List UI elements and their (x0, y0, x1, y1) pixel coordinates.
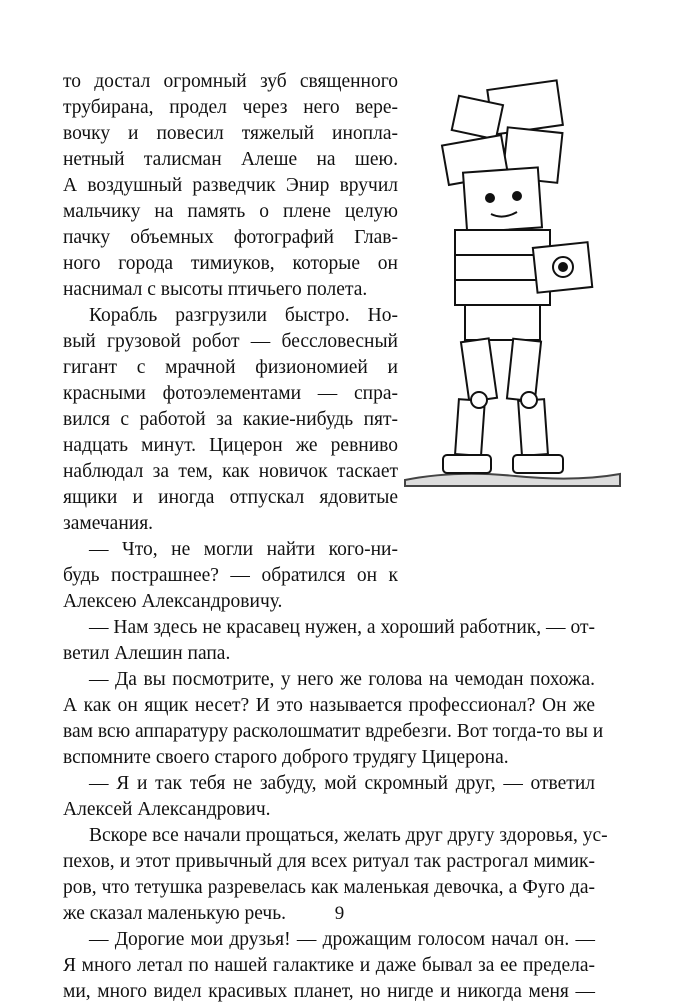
text-line: — Дорогие мои друзья! — дрожащим голосом начал он. — (89, 929, 595, 950)
text-line: Я много летал по нашей галактике и даже бывал за ее предела- (63, 955, 595, 976)
text-line: пехов, и этот привычный для всех ритуал так растрогал мимик- (63, 851, 595, 872)
page-number: 9 (334, 903, 345, 924)
text-line: вый грузовой робот — бессловесный (63, 331, 398, 352)
text-line: Корабль разгрузили быстро. Но- (89, 305, 398, 326)
text-line: пачку объемных фотографий Глав- (63, 227, 398, 248)
text-line: Вскоре все начали прощаться, желать друг другу здоровья, ус- (89, 825, 608, 846)
text-line: — Да вы посмотрите, у него же голова на чемодан похожа. (89, 669, 595, 690)
text-line: — Я и так тебя не забуду, мой скромный друг, — ответил (89, 773, 595, 794)
text-line: надцать минут. Цицерон же ревниво (63, 435, 398, 456)
text-line: красными фотоэлементами — спра- (63, 383, 398, 404)
text-line: мальчику на память о плене целую (63, 201, 398, 222)
text-line: ми, много видел красивых планет, но нигде и никогда меня — (63, 981, 595, 1002)
text-line: замечания. (63, 513, 154, 534)
text-line: ного города тимиуков, которые он (63, 253, 398, 274)
text-line: ящики и иногда отпускал ядовитые (63, 487, 398, 508)
text-line: — Нам здесь не красавец нужен, а хороший работник, — от- (89, 617, 595, 638)
text-line: Алексею Александровичу. (63, 591, 283, 612)
text-line: ветил Алешин папа. (63, 643, 231, 664)
text-line: А воздушный разведчик Энир вручил (63, 175, 398, 196)
text-line: гигант с мрачной физиономией и (63, 357, 398, 378)
text-line: наблюдал за тем, как новичок таскает (63, 461, 398, 482)
text-line: вам всю аппаратуру расколошматит вдребезги. Вот тогда-то вы и (63, 721, 604, 742)
text-line: вспомните своего старого доброго трудягу Цицерона. (63, 747, 509, 768)
robot-illustration (395, 70, 625, 500)
text-line: будь пострашнее? — обратился он к (63, 565, 398, 586)
text-line: нетный талисман Алеше на шею. (63, 149, 398, 170)
text-line: — Что, не могли найти кого-ни- (89, 539, 398, 560)
text-line: то достал огромный зуб священного (63, 71, 398, 92)
text-line: наснимал с высоты птичьего полета. (63, 279, 368, 300)
text-line: А как он ящик несет? И это называется профессионал? Он же (63, 695, 595, 716)
text-line: вился с работой за какие-нибудь пят- (63, 409, 398, 430)
text-line: трубирана, продел через него вере- (63, 97, 398, 118)
text-line: Алексей Александрович. (63, 799, 271, 820)
text-line: ров, что тетушка разревелась как маленькая девочка, а Фуго да- (63, 877, 595, 898)
text-line: вочку и повесил тяжелый инопла- (63, 123, 398, 144)
text-line: же сказал маленькую речь. (63, 903, 287, 924)
